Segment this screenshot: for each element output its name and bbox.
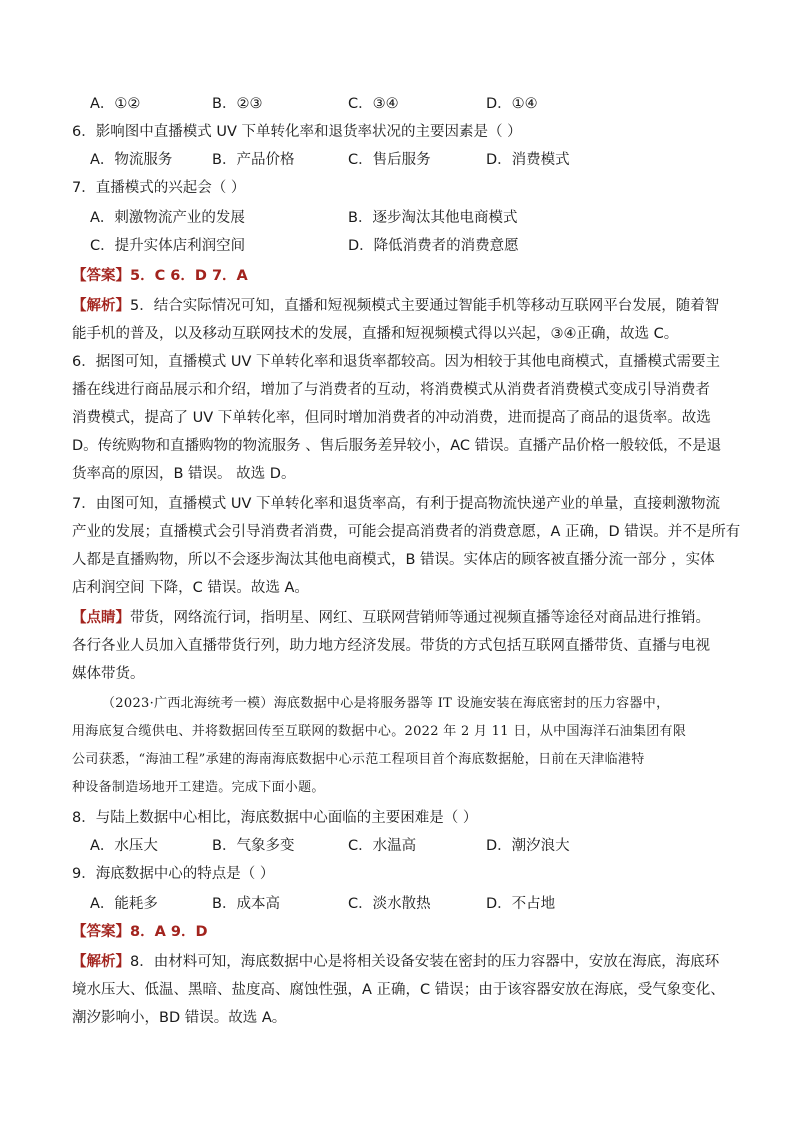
material-line: 种设备制造场地开工建造。完成下面小题。 (72, 780, 325, 795)
option-c: C．水温高 (348, 838, 417, 854)
option-d: D．不占地 (486, 896, 556, 912)
question-6-stem: 6．影响图中直播模式 UV 下单转化率和退货率状况的主要因素是（ ） (72, 124, 522, 140)
option-c: C．提升实体店利润空间 (90, 238, 246, 254)
answer-line (72, 922, 734, 942)
answer-text: 8．A 9．D (130, 924, 208, 940)
answer-tag: 【答案】 (72, 268, 130, 284)
tips-line (72, 608, 734, 628)
option-a: A．刺激物流产业的发展 (90, 210, 245, 226)
option-b: B．逐步淘汰其他电商模式 (348, 210, 518, 226)
option-b: B．②③ (212, 96, 263, 112)
option-a: A．能耗多 (90, 896, 158, 912)
analysis-line: 播在线进行商品展示和介绍，增加了与消费者的互动，将消费模式从消费者消费模式变成引导消费者 (72, 382, 710, 398)
tips-tag: 【点睛】 (72, 610, 130, 626)
material-line: 用海底复合缆供电、并将数据回传至互联网的数据中心。2022 年 2 月 11 日，从中国海洋石油集团有限 (72, 724, 687, 739)
analysis-text: 5．结合实际情况可知，直播和短视频模式主要通过智能手机等移动互联网平台发展，随着智 (130, 298, 720, 314)
analysis-tag: 【解析】 (72, 298, 130, 314)
option-a: A．水压大 (90, 838, 158, 854)
tips-line: 各行各业人员加入直播带货行列，助力地方经济发展。带货的方式包括互联网直播带货、直播与电视 (72, 638, 710, 654)
analysis-line: 境水压大、低温、黑暗、盐度高、腐蚀性强，A 正确，C 错误；由于该容器安放在海底，受气象变化、 (72, 982, 725, 998)
analysis-tag: 【解析】 (72, 954, 130, 970)
option-c: C．③④ (348, 96, 399, 112)
analysis-line: D。传统购物和直播购物的物流服务 、售后服务差异较小，AC 错误。直播产品价格一般较低，不是退 (72, 438, 722, 454)
analysis-line: 能手机的普及，以及移动互联网技术的发展，直播和短视频模式得以兴起，③④正确，故选 C。 (72, 326, 679, 342)
option-c: C．售后服务 (348, 152, 431, 168)
question-8-stem: 8．与陆上数据中心相比，海底数据中心面临的主要困难是（ ） (72, 810, 478, 826)
answer-text: 5．C 6．D 7．A (130, 268, 248, 284)
question-7-stem: 7．直播模式的兴起会（ ） (72, 180, 246, 196)
tips-text: 带货，网络流行词，指明星、网红、互联网营销师等通过视频直播等途径对商品进行推销。 (130, 610, 710, 626)
option-d: D．降低消费者的消费意愿 (348, 238, 519, 254)
option-a: A．物流服务 (90, 152, 173, 168)
option-b: B．成本高 (212, 896, 280, 912)
option-d: D．①④ (486, 96, 538, 112)
material-line: （2023·广西北海统考一模）海底数据中心是将服务器等 IT 设施安装在海底密封的压力容器中， (102, 696, 670, 711)
option-a: A．①② (90, 96, 141, 112)
option-d: D．消费模式 (486, 152, 570, 168)
analysis-line: 潮汐影响小，BD 错误。故选 A。 (72, 1010, 287, 1026)
answer-line (72, 266, 734, 286)
option-b: B．气象多变 (212, 838, 295, 854)
analysis-line: 消费模式，提高了 UV 下单转化率，但同时增加消费者的冲动消费，进而提高了商品的退货率。故选 (72, 410, 711, 426)
analysis-text: 8．由材料可知，海底数据中心是将相关设备安装在密封的压力容器中，安放在海底，海底环 (130, 954, 720, 970)
analysis-line: 货率高的原因，B 错误。 故选 D。 (72, 466, 296, 482)
material-line: 公司获悉，“海油工程”承建的海南海底数据中心示范工程项目首个海底数据舱，日前在天津临港特 (72, 752, 645, 767)
answer-tag: 【答案】 (72, 924, 130, 940)
tips-line: 媒体带货。 (72, 666, 145, 682)
analysis-line: 店利润空间 下降，C 错误。故选 A。 (72, 580, 309, 596)
question-9-stem: 9．海底数据中心的特点是（ ） (72, 866, 275, 882)
analysis-line: 产业的发展；直播模式会引导消费者消费，可能会提高消费者的消费意愿，A 正确，D 错误。并不是所有 (72, 524, 741, 540)
option-d: D．潮汐浪大 (486, 838, 570, 854)
analysis-line: 人都是直播购物，所以不会逐步淘汰其他电商模式，B 错误。实体店的顾客被直播分流一部分 ，实体 (72, 552, 715, 568)
analysis-line: 7．由图可知，直播模式 UV 下单转化率和退货率高，有利于提高物流快递产业的单量，直接刺激物流 (72, 496, 720, 512)
option-c: C．淡水散热 (348, 896, 431, 912)
option-b: B．产品价格 (212, 152, 295, 168)
analysis-line (72, 952, 734, 972)
analysis-line (72, 296, 734, 316)
analysis-line: 6．据图可知，直播模式 UV 下单转化率和退货率都较高。因为相较于其他电商模式，直播模式需要主 (72, 354, 720, 370)
